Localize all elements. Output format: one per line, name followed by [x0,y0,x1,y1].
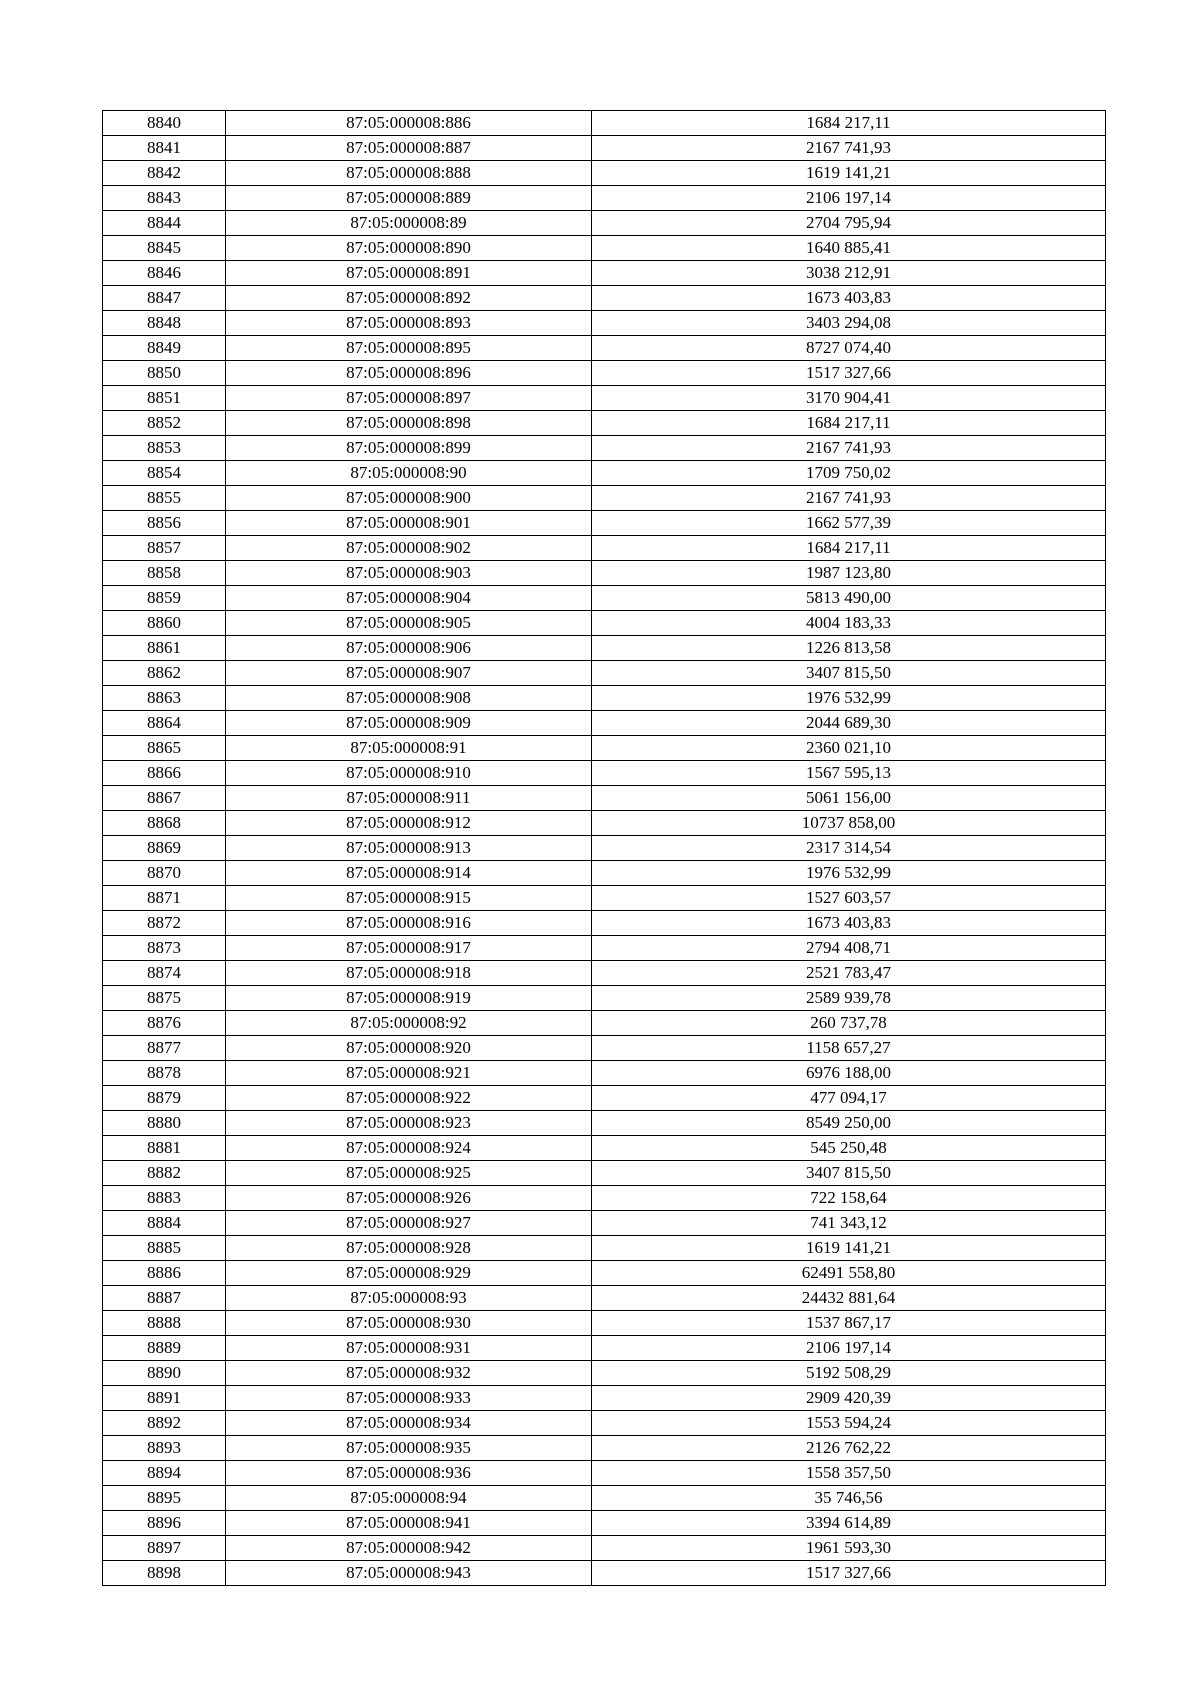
cadastral-number-cell: 87:05:000008:89 [226,211,592,236]
value-cell: 62491 558,80 [592,1261,1106,1286]
value-cell: 260 737,78 [592,1011,1106,1036]
cadastral-number-cell: 87:05:000008:904 [226,586,592,611]
value-cell: 3403 294,08 [592,311,1106,336]
value-cell: 1226 813,58 [592,636,1106,661]
row-number-cell: 8850 [103,361,226,386]
table-row [103,761,1106,786]
cadastral-number-cell: 87:05:000008:899 [226,436,592,461]
table-row [103,1386,1106,1411]
row-number-cell: 8860 [103,611,226,636]
table-row [103,886,1106,911]
cadastral-number-cell: 87:05:000008:905 [226,611,592,636]
value-cell: 545 250,48 [592,1136,1106,1161]
table-row [103,911,1106,936]
row-number-cell: 8852 [103,411,226,436]
cadastral-value-table [102,110,1106,1586]
cadastral-number-cell: 87:05:000008:890 [226,236,592,261]
value-cell: 2106 197,14 [592,186,1106,211]
row-number-cell: 8883 [103,1186,226,1211]
row-number-cell: 8894 [103,1461,226,1486]
value-cell: 722 158,64 [592,1186,1106,1211]
table-row [103,736,1106,761]
value-cell: 1684 217,11 [592,536,1106,561]
row-number-cell: 8876 [103,1011,226,1036]
table-row [103,986,1106,1011]
cadastral-number-cell: 87:05:000008:897 [226,386,592,411]
value-cell: 5813 490,00 [592,586,1106,611]
row-number-cell: 8871 [103,886,226,911]
table-row [103,1161,1106,1186]
cadastral-number-cell: 87:05:000008:913 [226,836,592,861]
cadastral-number-cell: 87:05:000008:91 [226,736,592,761]
row-number-cell: 8849 [103,336,226,361]
cadastral-number-cell: 87:05:000008:900 [226,486,592,511]
value-cell: 5061 156,00 [592,786,1106,811]
cadastral-number-cell: 87:05:000008:941 [226,1511,592,1536]
value-cell: 2521 783,47 [592,961,1106,986]
value-cell: 3170 904,41 [592,386,1106,411]
cadastral-number-cell: 87:05:000008:928 [226,1236,592,1261]
table-row [103,661,1106,686]
table-row [103,611,1106,636]
value-cell: 10737 858,00 [592,811,1106,836]
table-row [103,811,1106,836]
table-row [103,1561,1106,1586]
row-number-cell: 8854 [103,461,226,486]
table-row [103,561,1106,586]
cadastral-number-cell: 87:05:000008:943 [226,1561,592,1586]
cadastral-number-cell: 87:05:000008:935 [226,1436,592,1461]
row-number-cell: 8851 [103,386,226,411]
value-cell: 6976 188,00 [592,1061,1106,1086]
table-row [103,361,1106,386]
table-row [103,1236,1106,1261]
table-row [103,936,1106,961]
table-row [103,636,1106,661]
row-number-cell: 8888 [103,1311,226,1336]
row-number-cell: 8895 [103,1486,226,1511]
cadastral-number-cell: 87:05:000008:907 [226,661,592,686]
row-number-cell: 8859 [103,586,226,611]
cadastral-number-cell: 87:05:000008:94 [226,1486,592,1511]
row-number-cell: 8884 [103,1211,226,1236]
row-number-cell: 8873 [103,936,226,961]
cadastral-number-cell: 87:05:000008:927 [226,1211,592,1236]
table-row [103,386,1106,411]
value-cell: 4004 183,33 [592,611,1106,636]
cadastral-number-cell: 87:05:000008:908 [226,686,592,711]
row-number-cell: 8898 [103,1561,226,1586]
table-body [103,111,1106,1586]
row-number-cell: 8875 [103,986,226,1011]
table-row [103,1361,1106,1386]
value-cell: 1640 885,41 [592,236,1106,261]
cadastral-number-cell: 87:05:000008:893 [226,311,592,336]
cadastral-number-cell: 87:05:000008:92 [226,1011,592,1036]
value-cell: 1553 594,24 [592,1411,1106,1436]
value-cell: 1709 750,02 [592,461,1106,486]
table-row [103,186,1106,211]
row-number-cell: 8866 [103,761,226,786]
value-cell: 3407 815,50 [592,1161,1106,1186]
cadastral-number-cell: 87:05:000008:915 [226,886,592,911]
value-cell: 1567 595,13 [592,761,1106,786]
table-row [103,1036,1106,1061]
row-number-cell: 8846 [103,261,226,286]
value-cell: 8549 250,00 [592,1111,1106,1136]
row-number-cell: 8864 [103,711,226,736]
cadastral-number-cell: 87:05:000008:886 [226,111,592,136]
cadastral-number-cell: 87:05:000008:909 [226,711,592,736]
table-row [103,1411,1106,1436]
cadastral-number-cell: 87:05:000008:891 [226,261,592,286]
row-number-cell: 8858 [103,561,226,586]
value-cell: 1684 217,11 [592,111,1106,136]
table-row [103,311,1106,336]
row-number-cell: 8889 [103,1336,226,1361]
table-row [103,1461,1106,1486]
row-number-cell: 8842 [103,161,226,186]
table-row [103,536,1106,561]
table-row [103,261,1106,286]
cadastral-number-cell: 87:05:000008:931 [226,1336,592,1361]
value-cell: 2909 420,39 [592,1386,1106,1411]
value-cell: 2167 741,93 [592,436,1106,461]
value-cell: 1158 657,27 [592,1036,1106,1061]
cadastral-number-cell: 87:05:000008:888 [226,161,592,186]
row-number-cell: 8844 [103,211,226,236]
row-number-cell: 8855 [103,486,226,511]
table-row [103,1436,1106,1461]
cadastral-number-cell: 87:05:000008:887 [226,136,592,161]
row-number-cell: 8892 [103,1411,226,1436]
table-row [103,336,1106,361]
value-cell: 1558 357,50 [592,1461,1106,1486]
cadastral-number-cell: 87:05:000008:903 [226,561,592,586]
table-row [103,1336,1106,1361]
cadastral-number-cell: 87:05:000008:934 [226,1411,592,1436]
table-row [103,1286,1106,1311]
value-cell: 2167 741,93 [592,136,1106,161]
table-row [103,786,1106,811]
row-number-cell: 8841 [103,136,226,161]
value-cell: 477 094,17 [592,1086,1106,1111]
table-row [103,136,1106,161]
table-row [103,961,1106,986]
table-row [103,286,1106,311]
row-number-cell: 8886 [103,1261,226,1286]
value-cell: 2794 408,71 [592,936,1106,961]
table-row [103,436,1106,461]
cadastral-number-cell: 87:05:000008:912 [226,811,592,836]
cadastral-number-cell: 87:05:000008:923 [226,1111,592,1136]
cadastral-number-cell: 87:05:000008:926 [226,1186,592,1211]
table-row [103,1136,1106,1161]
value-cell: 3038 212,91 [592,261,1106,286]
row-number-cell: 8867 [103,786,226,811]
value-cell: 2360 021,10 [592,736,1106,761]
table-row [103,861,1106,886]
cadastral-number-cell: 87:05:000008:932 [226,1361,592,1386]
value-cell: 1517 327,66 [592,1561,1106,1586]
table-row [103,1261,1106,1286]
row-number-cell: 8872 [103,911,226,936]
value-cell: 5192 508,29 [592,1361,1106,1386]
value-cell: 1961 593,30 [592,1536,1106,1561]
row-number-cell: 8893 [103,1436,226,1461]
cadastral-number-cell: 87:05:000008:933 [226,1386,592,1411]
cadastral-number-cell: 87:05:000008:892 [226,286,592,311]
row-number-cell: 8880 [103,1111,226,1136]
table-row [103,1061,1106,1086]
cadastral-number-cell: 87:05:000008:929 [226,1261,592,1286]
cadastral-number-cell: 87:05:000008:93 [226,1286,592,1311]
row-number-cell: 8877 [103,1036,226,1061]
row-number-cell: 8862 [103,661,226,686]
value-cell: 1987 123,80 [592,561,1106,586]
cadastral-number-cell: 87:05:000008:895 [226,336,592,361]
value-cell: 1662 577,39 [592,511,1106,536]
value-cell: 2589 939,78 [592,986,1106,1011]
value-cell: 1976 532,99 [592,686,1106,711]
table-row [103,836,1106,861]
cadastral-number-cell: 87:05:000008:906 [226,636,592,661]
table-row [103,511,1106,536]
table-row [103,1111,1106,1136]
cadastral-number-cell: 87:05:000008:910 [226,761,592,786]
row-number-cell: 8890 [103,1361,226,1386]
value-cell: 1537 867,17 [592,1311,1106,1336]
cadastral-number-cell: 87:05:000008:920 [226,1036,592,1061]
table-row [103,1011,1106,1036]
cadastral-number-cell: 87:05:000008:921 [226,1061,592,1086]
value-cell: 1673 403,83 [592,286,1106,311]
table-row [103,1511,1106,1536]
table-row [103,1536,1106,1561]
table-row [103,1186,1106,1211]
row-number-cell: 8870 [103,861,226,886]
value-cell: 2167 741,93 [592,486,1106,511]
value-cell: 1517 327,66 [592,361,1106,386]
table-row [103,461,1106,486]
value-cell: 2126 762,22 [592,1436,1106,1461]
value-cell: 1527 603,57 [592,886,1106,911]
row-number-cell: 8869 [103,836,226,861]
row-number-cell: 8843 [103,186,226,211]
table-row [103,686,1106,711]
table-row [103,111,1106,136]
row-number-cell: 8874 [103,961,226,986]
row-number-cell: 8840 [103,111,226,136]
value-cell: 3394 614,89 [592,1511,1106,1536]
row-number-cell: 8885 [103,1236,226,1261]
value-cell: 2704 795,94 [592,211,1106,236]
cadastral-number-cell: 87:05:000008:918 [226,961,592,986]
value-cell: 24432 881,64 [592,1286,1106,1311]
cadastral-number-cell: 87:05:000008:936 [226,1461,592,1486]
table-row [103,1311,1106,1336]
cadastral-number-cell: 87:05:000008:942 [226,1536,592,1561]
row-number-cell: 8879 [103,1086,226,1111]
table-row [103,211,1106,236]
row-number-cell: 8857 [103,536,226,561]
table-row [103,586,1106,611]
cadastral-number-cell: 87:05:000008:914 [226,861,592,886]
row-number-cell: 8853 [103,436,226,461]
cadastral-number-cell: 87:05:000008:919 [226,986,592,1011]
value-cell: 1673 403,83 [592,911,1106,936]
row-number-cell: 8868 [103,811,226,836]
row-number-cell: 8896 [103,1511,226,1536]
row-number-cell: 8863 [103,686,226,711]
value-cell: 1976 532,99 [592,861,1106,886]
value-cell: 1619 141,21 [592,161,1106,186]
cadastral-number-cell: 87:05:000008:925 [226,1161,592,1186]
row-number-cell: 8848 [103,311,226,336]
cadastral-number-cell: 87:05:000008:911 [226,786,592,811]
row-number-cell: 8845 [103,236,226,261]
cadastral-number-cell: 87:05:000008:889 [226,186,592,211]
row-number-cell: 8847 [103,286,226,311]
table-row [103,1486,1106,1511]
cadastral-number-cell: 87:05:000008:924 [226,1136,592,1161]
row-number-cell: 8891 [103,1386,226,1411]
value-cell: 8727 074,40 [592,336,1106,361]
table-row [103,486,1106,511]
table-row [103,236,1106,261]
row-number-cell: 8887 [103,1286,226,1311]
row-number-cell: 8881 [103,1136,226,1161]
table-row [103,411,1106,436]
cadastral-number-cell: 87:05:000008:90 [226,461,592,486]
table-row [103,161,1106,186]
value-cell: 3407 815,50 [592,661,1106,686]
row-number-cell: 8897 [103,1536,226,1561]
value-cell: 2044 689,30 [592,711,1106,736]
value-cell: 741 343,12 [592,1211,1106,1236]
table-row [103,1086,1106,1111]
value-cell: 1619 141,21 [592,1236,1106,1261]
value-cell: 2106 197,14 [592,1336,1106,1361]
cadastral-number-cell: 87:05:000008:930 [226,1311,592,1336]
table-row [103,1211,1106,1236]
cadastral-number-cell: 87:05:000008:902 [226,536,592,561]
cadastral-number-cell: 87:05:000008:922 [226,1086,592,1111]
row-number-cell: 8882 [103,1161,226,1186]
value-cell: 1684 217,11 [592,411,1106,436]
row-number-cell: 8865 [103,736,226,761]
row-number-cell: 8856 [103,511,226,536]
cadastral-number-cell: 87:05:000008:898 [226,411,592,436]
table-row [103,711,1106,736]
cadastral-number-cell: 87:05:000008:916 [226,911,592,936]
value-cell: 2317 314,54 [592,836,1106,861]
cadastral-number-cell: 87:05:000008:901 [226,511,592,536]
row-number-cell: 8878 [103,1061,226,1086]
value-cell: 35 746,56 [592,1486,1106,1511]
cadastral-number-cell: 87:05:000008:917 [226,936,592,961]
cadastral-number-cell: 87:05:000008:896 [226,361,592,386]
row-number-cell: 8861 [103,636,226,661]
